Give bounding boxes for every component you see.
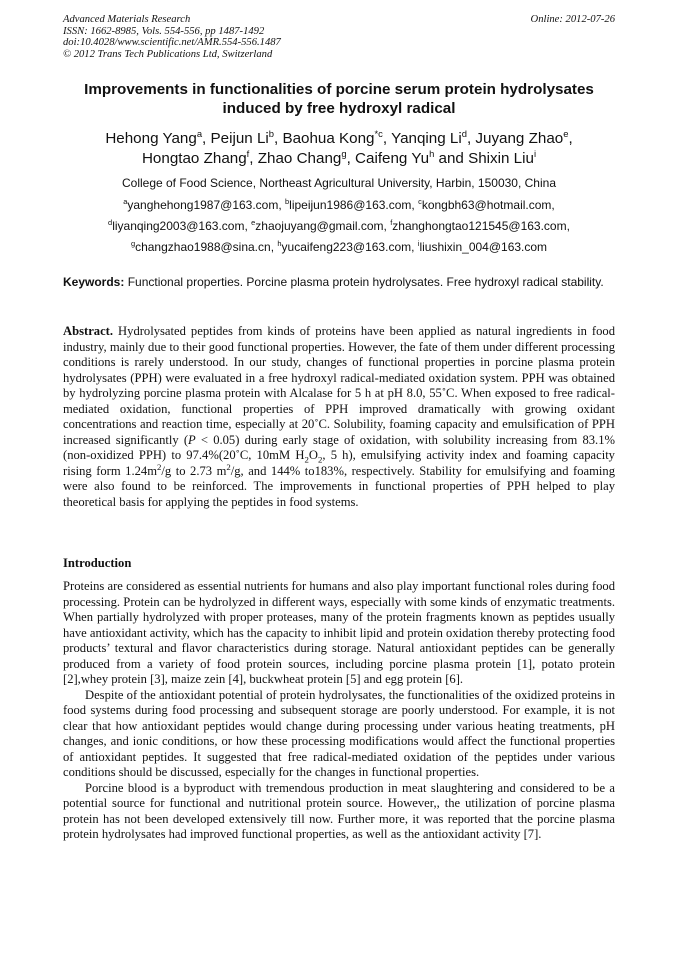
email-link[interactable]: $^a$yanghehong1987@163.com <box>123 197 279 212</box>
email-link[interactable]: $^c$kongbh63@hotmail.com <box>418 197 552 212</box>
email-link[interactable]: $^i$liushixin_004@163.com <box>417 239 548 254</box>
subscript: 2 <box>304 454 309 465</box>
author: Peijun Li$^b$ <box>210 127 274 147</box>
author: Juyang Zhao$^e$ <box>475 127 569 147</box>
issn-line: ISSN: 1662-8985, Vols. 554-556, pp 1487-1492 <box>63 25 265 37</box>
paper-title: Improvements in functionalities of porcine serum protein hydrolysates induced by free hydroxyl radical <box>84 81 594 117</box>
paragraph: Proteins are considered as essential nutrients for humans and also play important functional roles during food processing. Protein can be hydrolyzed in different ways, especially with some kinds of enzymatic treatments. When partially hydrolyzed with proper proteases, many of the protein fragments known as peptides usually have antioxidant activity, which has the capacity to inhibit lipid and protein oxidation thereby protecting food products’ textural and flavor characteristics during storage. Natural antioxidant peptides can be generally produced from a variety of food protein sources, including porcine plasma protein [1], potato protein [2],whey protein [3], maize zein [4], buckwheat protein [5] and egg protein [6]. <box>63 579 615 686</box>
author: Baohua Kong$^{*c}$ <box>282 127 383 147</box>
keywords-text: Functional properties. Porcine plasma protein hydrolysates. Free hydroxyl radical stability. <box>127 275 604 289</box>
abstract-italic: P <box>188 432 196 447</box>
journal-header <box>63 14 615 60</box>
email-link[interactable]: $^d$liyanqing2003@163.com <box>108 218 245 233</box>
abstract <box>63 324 615 510</box>
affiliation: College of Food Science, Northeast Agricultural University, Harbin, 150030, China <box>121 176 556 190</box>
author-list: Hehong Yang$^a$, Peijun Li$^b$, Baohua Kong$^{*c}$, Yanqing Li$^d$, Juyang Zhao$^e$, Hongtao Zhang$^f$, Zhao Chang$^g$, Caifeng Yu$^h$ and Shixin Liu$^i$ <box>105 127 573 167</box>
paragraph: Despite of the antioxidant potential of protein hydrolysates, the functionalities of the oxidized proteins in food systems during food processing and subsequent storage are poorly understood. For example, it is not clear that how antioxidant peptides would change during processing under various heating treatments, pH changes, and ionic conditions, or how these processing modifications would affect the functional properties of antioxidant peptides. It suggested that free radical-mediated oxidation of the peptides under various conditions should be discussed, especially for the changes in functional properties. <box>63 687 615 779</box>
subscript: 2 <box>317 454 323 465</box>
keywords-label: Keywords: <box>63 275 125 289</box>
email-link[interactable]: $^h$yucaifeng223@163.com <box>277 239 412 254</box>
copyright-line: © 2012 Trans Tech Publications Ltd, Switzerland <box>63 48 273 60</box>
paragraph: Porcine blood is a byproduct with tremendous production in meat slaughtering and considered to be a potential source for functional and nutritional protein source. However,, the utilization of porcine plasma protein has not been developed extensively till now. Further more, it was reported that the porcine plasma protein hydrolysates had improved functional properties, as well as the antioxidant activity [7]. <box>63 780 615 841</box>
email-link[interactable]: $^f$zhanghongtao121545@163.com <box>390 218 567 233</box>
author: Hongtao Zhang$^f$ <box>141 147 250 167</box>
abstract-text: /g, and 144% to183%, respectively. Stability for emulsifying and foaming were also found to be reinforced. The improvements in functional properties of PPH helped to play theoretical basis for applying the peptides in food systems. <box>63 463 615 509</box>
online-date: Online: 2012-07-26 <box>530 14 615 25</box>
author: Caifeng Yu$^h$ <box>355 147 435 167</box>
abstract-text: /g to 2.73 m <box>161 463 227 478</box>
section-heading: Introduction <box>63 556 132 570</box>
email-row: $^a$yanghehong1987@163.com, $^b$lipeijun1986@163.com, $^c$kongbh63@hotmail.com, <box>123 197 555 212</box>
author: Zhao Chang$^g$ <box>257 147 347 167</box>
email-row: $^g$changzhao1988@sina.cn, $^h$yucaifeng223@163.com, $^i$liushixin_004@163.com <box>130 239 548 254</box>
email-link[interactable]: $^e$zhaojuyang@gmail.com <box>251 218 384 233</box>
keywords <box>63 275 615 290</box>
author: Shixin Liu$^i$ <box>468 147 537 167</box>
email-row: $^d$liyanqing2003@163.com, $^e$zhaojuyang@gmail.com, $^f$zhanghongtao121545@163.com, <box>108 218 570 233</box>
abstract-label: Abstract. <box>63 324 114 338</box>
journal-name: Advanced Materials Research <box>63 14 191 25</box>
abstract-text: Hydrolysated peptides from kinds of proteins have been applied as natural ingredients in food industry, mainly due to their good functional properties. However, the fate of them under different processing conditions is rarely understood. In our study, changes of functional properties in porcine plasma protein hydrolysates (PPH) were evaluated in a free hydroxyl radical-mediated oxidation system. PPH was obtained by hydrolyzing porcine plasma protein with Alcalase for 5 h at pH 8.0, 55˚C. When exposed to free radical-mediated oxidation, functional properties of PPH improved dramatically with growing oxidant concentrations and reaction time, especially at 20˚C. Solubility, foaming capacity and emulsification of PPH increased significantly ( <box>63 324 615 447</box>
email-link[interactable]: $^b$lipeijun1986@163.com <box>285 197 412 212</box>
abstract-text: , 5 h), emulsifying activity index and foaming capacity rising form 1.24m <box>63 448 615 478</box>
abstract-text: < 0.05) during early stage of oxidation, with solubility increasing from 83.1% (non-oxidized PPH) to 97.4%(20˚C, 10mM H <box>63 432 615 462</box>
email-link[interactable]: $^g$changzhao1988@sina.cn <box>130 239 271 254</box>
author: Yanqing Li$^d$ <box>391 127 467 147</box>
email-list <box>63 195 615 258</box>
superscript: 2 <box>226 461 231 472</box>
doi-line: doi:10.4028/www.scientific.net/AMR.554-556.1487 <box>63 37 281 49</box>
superscript: 2 <box>157 461 162 472</box>
abstract-text: O <box>308 448 318 462</box>
author: Hehong Yang$^a$ <box>105 127 203 147</box>
introduction-body <box>63 579 615 843</box>
